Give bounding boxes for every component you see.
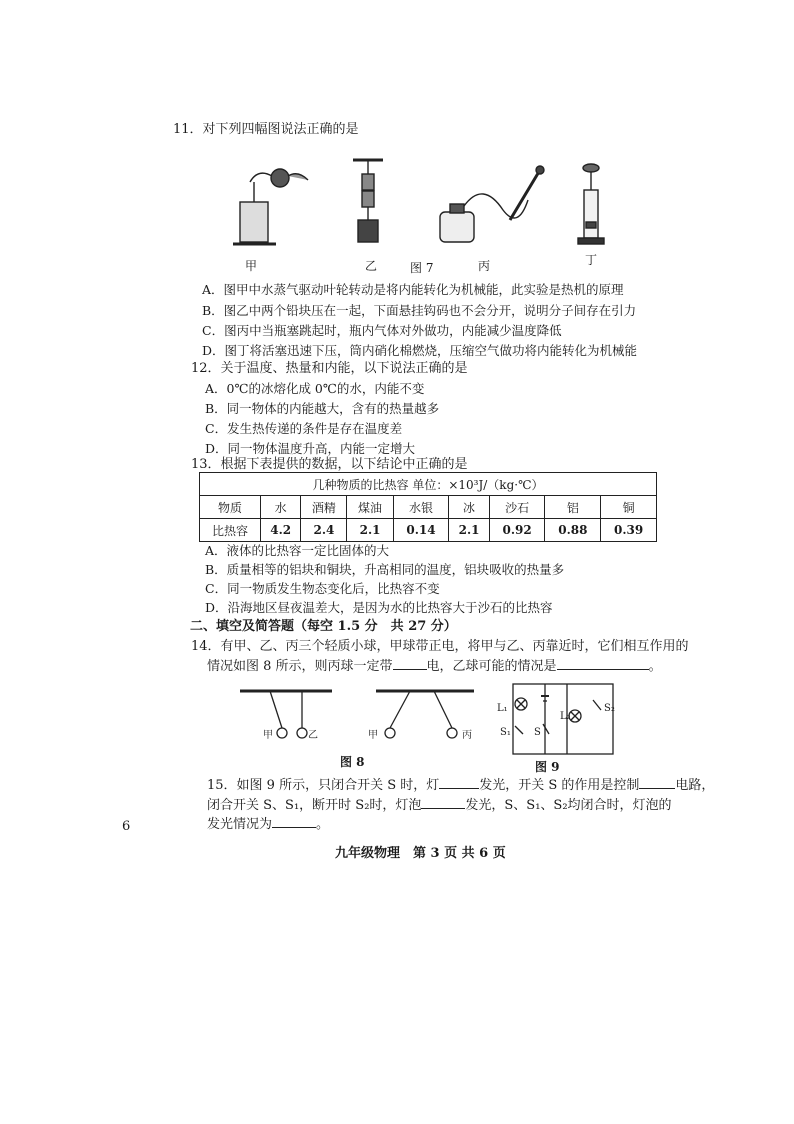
- q15-blank-1[interactable]: [439, 776, 479, 789]
- fig7-label-ding: 丁: [585, 253, 598, 267]
- q15-text-2a: 闭合开关 S、S₁，断开时 S₂时，灯泡: [207, 798, 422, 813]
- table-cell: 0.88: [545, 519, 601, 542]
- q15-blank-3[interactable]: [421, 796, 465, 809]
- fig8-pair-jia-bing: [376, 691, 474, 738]
- fig8-label-yi: 乙: [308, 730, 318, 741]
- table-cell: 0.14: [393, 519, 449, 542]
- q12-stem: 12．关于温度、热量和内能，以下说法正确的是: [191, 361, 468, 376]
- q14-line-1: 14．有甲、乙、丙三个轻质小球，甲球带正电，将甲与乙、丙靠近时，它们相互作用的: [191, 639, 689, 654]
- fig7-caption: 图 7: [410, 261, 434, 275]
- table-header-substance: 物质: [200, 496, 261, 519]
- q13-option-b: B．质量相等的铝块和铜块，升高相同的温度，铝块吸收的热量多: [205, 562, 565, 577]
- table-cell: 2.4: [301, 519, 347, 542]
- q15-text-3b: 。: [316, 817, 330, 832]
- table-cell: 煤油: [347, 496, 393, 519]
- q13-stem: 13．根据下表提供的数据，以下结论中正确的是: [191, 457, 468, 472]
- table-cell: 4.2: [261, 519, 301, 542]
- table-cell: 铜: [601, 496, 657, 519]
- q15-text-1a: 15．如图 9 所示，只闭合开关 S 时，灯: [207, 778, 440, 793]
- margin-page-number: 6: [122, 819, 131, 834]
- table-cell: 2.1: [347, 519, 393, 542]
- table-cell: 冰: [449, 496, 489, 519]
- fig7-label-bing: 丙: [478, 259, 491, 273]
- fig9-label-l1: L₁: [497, 703, 508, 714]
- table-cell: 沙石: [489, 496, 545, 519]
- table-row-values: [200, 519, 657, 542]
- q12-option-a: A．0℃的冰熔化成 0℃的水，内能不变: [205, 381, 425, 396]
- q14-text-a: 情况如图 8 所示，则丙球一定带: [207, 659, 393, 674]
- q15-line-1: [207, 776, 714, 795]
- q11-option-a: A．图甲中水蒸气驱动叶轮转动是将内能转化为机械能，此实验是热机的原理: [202, 282, 624, 297]
- fig8-caption: 图 8: [340, 755, 365, 769]
- fig8-pair-jia-yi: [240, 691, 332, 738]
- fig7-apparatus-yi: [353, 160, 383, 242]
- q11-option-c: C．图丙中当瓶塞跳起时，瓶内气体对外做功，内能减少温度降低: [202, 323, 562, 338]
- q15-line-3: [207, 815, 329, 834]
- q11-stem: 11．对下列四幅图说法正确的是: [173, 122, 359, 137]
- fig9-label-s2: S₂: [604, 703, 615, 714]
- fig8-label-jia-2: 甲: [368, 730, 378, 741]
- table-header-specific-heat: 比热容: [200, 519, 261, 542]
- q11-option-d: D．图丁将活塞迅速下压，筒内硝化棉燃烧，压缩空气做功将内能转化为机械能: [202, 343, 638, 358]
- table-cell: 0.39: [601, 519, 657, 542]
- table-cell: 水: [261, 496, 301, 519]
- q15-text-3a: 发光情况为: [207, 817, 273, 832]
- table-cell: 0.92: [489, 519, 545, 542]
- section-2-title: 二、填空及简答题（每空 1.5 分 共 27 分）: [190, 619, 457, 634]
- q15-line-2: [207, 796, 672, 815]
- q13-option-c: C．同一物质发生物态变化后，比热容不变: [205, 581, 440, 596]
- table-cell: 酒精: [301, 496, 347, 519]
- figure-7: [228, 160, 618, 255]
- table-cell: 2.1: [449, 519, 489, 542]
- fig7-apparatus-jia: [233, 169, 308, 244]
- fig9-label-l2: L₂: [560, 711, 571, 722]
- q14-blank-2[interactable]: [557, 657, 649, 670]
- q14-text-b: 电，乙球可能的情况是: [426, 659, 557, 674]
- fig8-label-jia-1: 甲: [263, 730, 273, 741]
- q15-text-1c: 电路，: [675, 778, 715, 793]
- q15-text-2b: 发光，S、S₁、S₂均闭合时，灯泡的: [465, 798, 672, 813]
- q13-option-d: D．沿海地区昼夜温差大，是因为水的比热容大于沙石的比热容: [205, 600, 553, 615]
- q13-option-a: A．液体的比热容一定比固体的大: [205, 543, 390, 558]
- fig7-apparatus-bing: [440, 166, 544, 242]
- figure-8: [240, 688, 480, 748]
- q15-blank-4[interactable]: [272, 815, 316, 828]
- q14-text-c: 。: [648, 659, 662, 674]
- table-cell: 铝: [545, 496, 601, 519]
- q15-text-1b: 发光，开关 S 的作用是控制: [479, 778, 640, 793]
- fig9-label-s: S: [534, 727, 541, 738]
- page-footer: 九年级物理 第 3 页 共 6 页: [335, 846, 506, 861]
- fig7-label-jia: 甲: [245, 259, 258, 273]
- table-title: 几种物质的比热容 单位：×10³J/（kg·℃）: [200, 473, 657, 496]
- fig7-label-yi: 乙: [365, 259, 378, 273]
- fig9-caption: 图 9: [535, 760, 560, 774]
- q11-option-b: B．图乙中两个铅块压在一起，下面悬挂钩码也不会分开，说明分子间存在引力: [202, 303, 637, 318]
- q12-option-c: C．发生热传递的条件是存在温度差: [205, 421, 403, 436]
- fig8-label-bing: 丙: [462, 730, 472, 741]
- q15-blank-2[interactable]: [639, 776, 675, 789]
- table-cell: 水银: [393, 496, 449, 519]
- q12-option-b: B．同一物体的内能越大，含有的热量越多: [205, 401, 440, 416]
- fig9-label-s1: S₁: [500, 727, 511, 738]
- fig7-apparatus-ding: [578, 164, 604, 244]
- specific-heat-table: [199, 472, 657, 542]
- q12-option-d: D．同一物体温度升高，内能一定增大: [205, 441, 416, 456]
- table-row-substance: [200, 496, 657, 519]
- q14-blank-1[interactable]: [393, 657, 427, 670]
- q14-line-2: [207, 657, 662, 676]
